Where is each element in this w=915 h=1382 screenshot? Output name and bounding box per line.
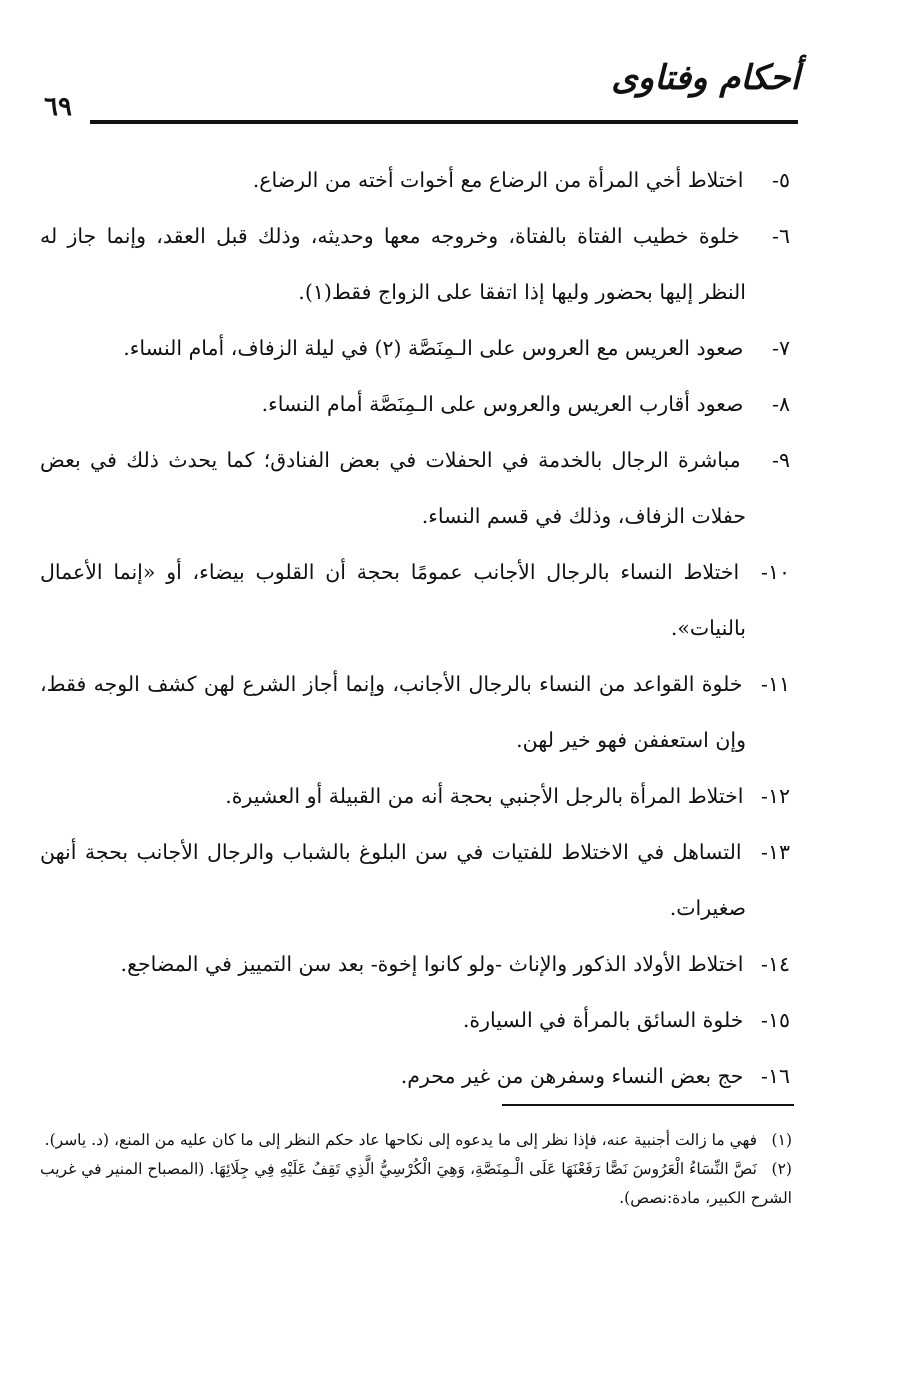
item-number: ٧- (772, 336, 790, 360)
item-text: خلوة القواعد من النساء بالرجال الأجانب، وإنما أجاز الشرع لهن كشف الوجه فقط، وإن استعففن فهو خير لهن. (40, 672, 746, 752)
list-item (40, 768, 790, 824)
list-item (40, 992, 790, 1048)
footnote-number: (٢) (771, 1160, 792, 1178)
book-title: أحكام وفتاوى (611, 58, 800, 98)
footnotes (40, 1126, 792, 1213)
footnote (40, 1155, 792, 1213)
footnote-number: (١) (771, 1131, 792, 1149)
item-number: ١٤- (761, 952, 790, 976)
item-text: صعود أقارب العريس والعروس على الـمِنَصَّة أمام النساء. (261, 392, 744, 416)
footnote-text: فهي ما زالت أجنبية عنه، فإذا نظر إلى ما يدعوه إلى نكاحها عاد حكم النظر إلى ما كان عليه من المنع، (د. ياسر). (44, 1131, 758, 1149)
header-rule (90, 120, 798, 124)
item-number: ٥- (772, 168, 790, 192)
item-number: ١٦- (761, 1064, 790, 1088)
item-text: حج بعض النساء وسفرهن من غير محرم. (400, 1064, 744, 1088)
list-item (40, 208, 790, 320)
item-text: خلوة السائق بالمرأة في السيارة. (462, 1008, 744, 1032)
item-number: ٨- (772, 392, 790, 416)
item-number: ٩- (772, 448, 790, 472)
item-text: اختلاط أخي المرأة من الرضاع مع أخوات أخته من الرضاع. (252, 168, 744, 192)
item-text: اختلاط المرأة بالرجل الأجنبي بحجة أنه من القبيلة أو العشيرة. (225, 784, 744, 808)
item-text: اختلاط النساء بالرجال الأجانب عمومًا بحجة أن القلوب بيضاء، أو «إنما الأعمال بالنيات». (40, 560, 746, 640)
item-text: صعود العريس مع العروس على الـمِنَصَّة (٢) في ليلة الزفاف، أمام النساء. (123, 336, 744, 360)
page-header (40, 58, 800, 128)
item-number: ١٠- (761, 560, 790, 584)
item-number: ١٣- (761, 840, 790, 864)
footnote (40, 1126, 792, 1155)
item-number: ١٥- (761, 1008, 790, 1032)
main-text (40, 152, 790, 1104)
item-text: خلوة خطيب الفتاة بالفتاة، وخروجه معها وحديثه، وذلك قبل العقد، وإنما جاز له النظر إليها بحضور وليها إذا اتفقا على الزواج فقط(١). (40, 224, 746, 304)
list-item (40, 376, 790, 432)
item-number: ٦- (772, 224, 790, 248)
page-number: ٦٩ (44, 92, 72, 122)
footnote-separator (502, 1104, 794, 1106)
list-item (40, 936, 790, 992)
footnote-text: نَصَّ النِّسَاءُ الْعَرُوسَ نَصًّا رَفَعْنَهَا عَلَى الْـمِنَصَّةِ، وَهِيَ الْكُرْسِيُّ الَّذِي تَقِفُ عَلَيْهِ فِي جِلَائِهَا. (المصباح المنير في غريب الشرح الكبير، مادة:نصص). (40, 1160, 792, 1207)
item-number: ١١- (761, 672, 790, 696)
list-item (40, 824, 790, 936)
list-item (40, 1048, 790, 1104)
list-item (40, 432, 790, 544)
list-item (40, 544, 790, 656)
list-item (40, 656, 790, 768)
item-text: مباشرة الرجال بالخدمة في الحفلات في بعض الفنادق؛ كما يحدث ذلك في بعض حفلات الزفاف، وذلك في قسم النساء. (40, 448, 746, 528)
list-item (40, 152, 790, 208)
list-item (40, 320, 790, 376)
item-text: التساهل في الاختلاط للفتيات في سن البلوغ بالشباب والرجال الأجانب بحجة أنهن صغيرات. (40, 840, 746, 920)
item-text: اختلاط الأولاد الذكور والإناث -ولو كانوا إخوة- بعد سن التمييز في المضاجع. (120, 952, 744, 976)
item-number: ١٢- (761, 784, 790, 808)
